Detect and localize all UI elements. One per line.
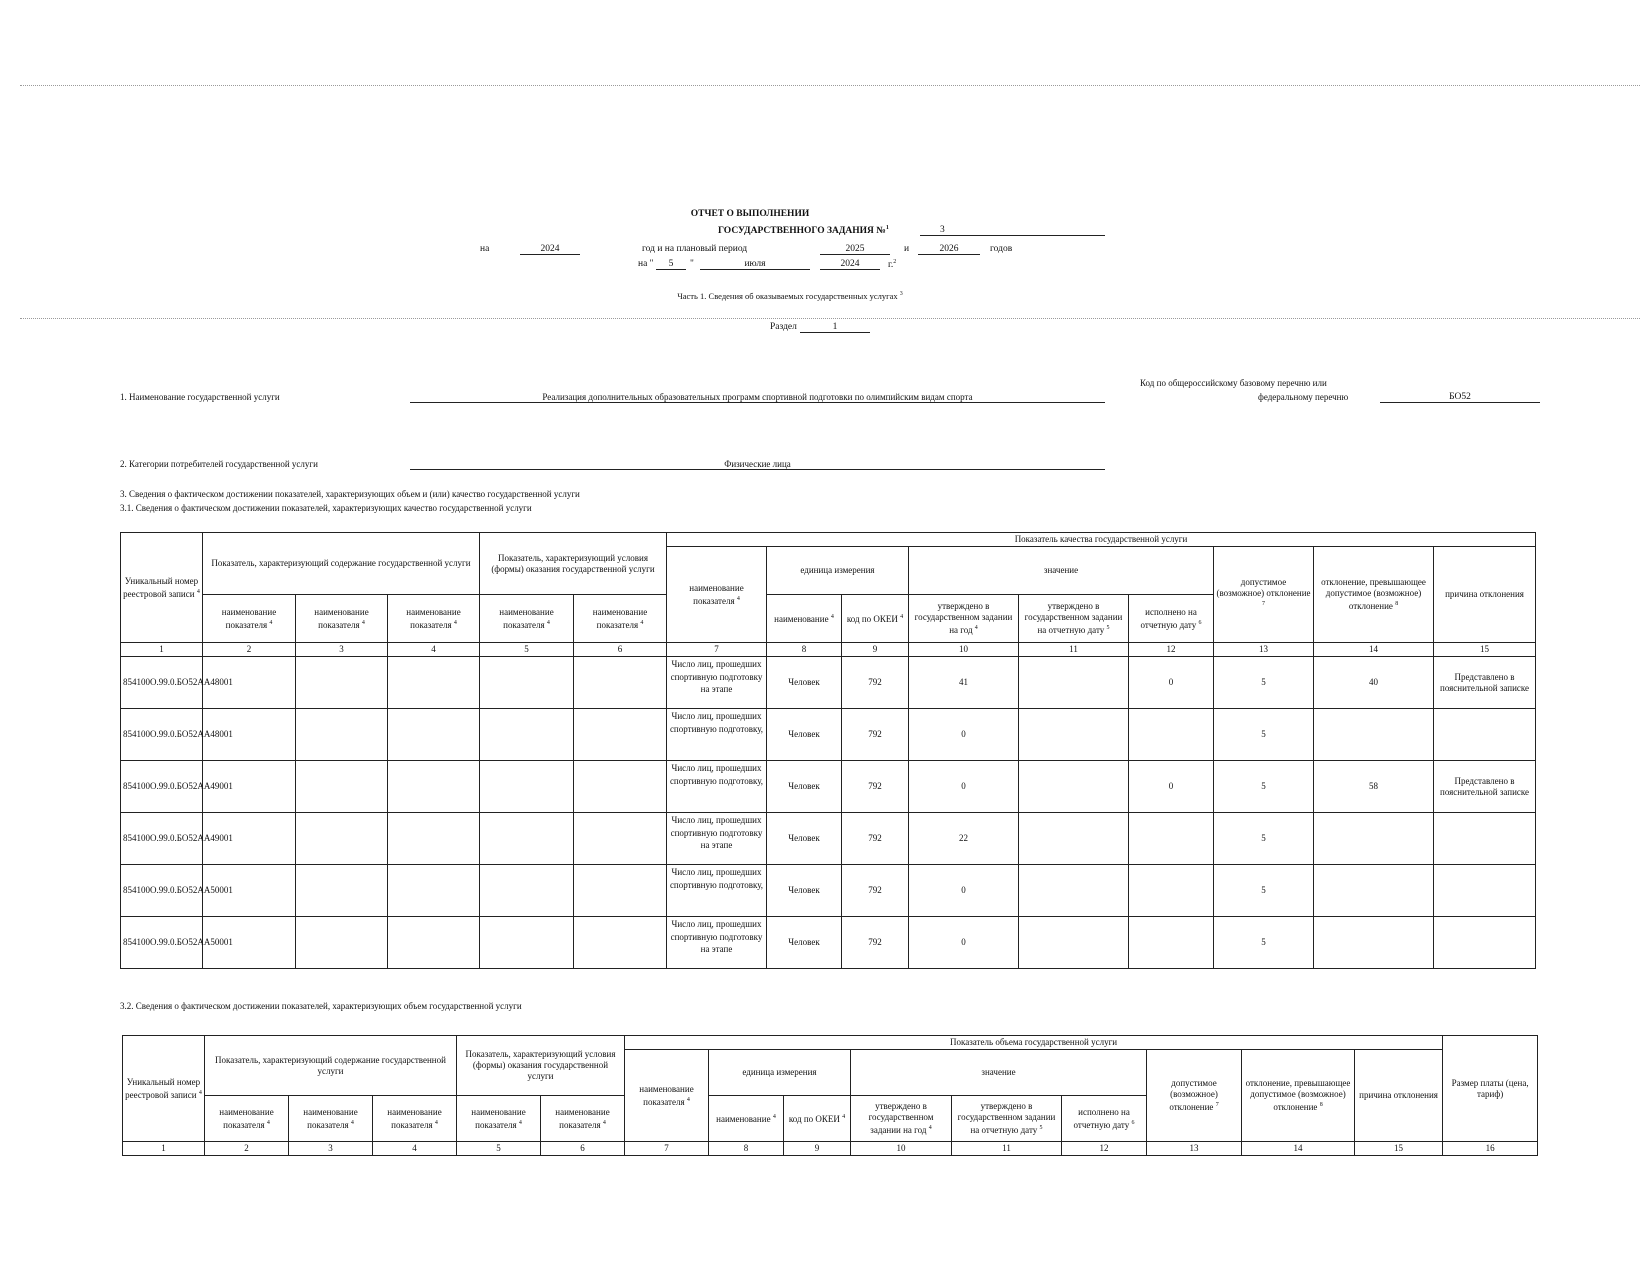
row-c5	[480, 917, 574, 969]
col-num: 6	[574, 643, 667, 657]
col-num: 6	[541, 1142, 625, 1156]
row-unit: Человек	[767, 813, 842, 865]
row-reason	[1434, 709, 1536, 761]
col-num: 8	[767, 643, 842, 657]
section-3-1-title: 3.1. Сведения о фактическом достижении показателей, характеризующих качество государственной услуги	[120, 503, 532, 513]
t2-th-unit: единица измерения	[709, 1050, 851, 1096]
code-value: БО52	[1380, 392, 1540, 403]
th-conditions-indicator: Показатель, характеризующий условия (формы) оказания государственной услуги	[480, 533, 667, 595]
row-approved-year: 0	[909, 917, 1019, 969]
col-num: 4	[388, 643, 480, 657]
table-row	[121, 709, 1536, 761]
col-num: 12	[1062, 1142, 1147, 1156]
row-allowed: 5	[1214, 813, 1314, 865]
row-approved-year: 0	[909, 709, 1019, 761]
row-c4	[388, 761, 480, 813]
row-c5	[480, 657, 574, 709]
row-c5	[480, 761, 574, 813]
th-unit: единица измерения	[767, 547, 909, 595]
th-executed: исполнено на отчетную дату $^6$	[1129, 595, 1214, 643]
plan-year-1: 2025	[820, 244, 890, 255]
row-c3	[296, 917, 388, 969]
plan-year-2: 2026	[918, 244, 980, 255]
row-executed	[1129, 917, 1214, 969]
row-c4	[388, 813, 480, 865]
part-title-text: Часть 1. Сведения об оказываемых государственных услугах	[677, 291, 898, 301]
th-indicator-name: наименование показателя $^4$	[667, 547, 767, 643]
row-c6	[574, 865, 667, 917]
th-c5: наименование показателя $^4$	[480, 595, 574, 643]
date-month: июля	[700, 259, 810, 270]
col-num: 10	[851, 1142, 952, 1156]
row-unit: Человек	[767, 865, 842, 917]
row-executed	[1129, 709, 1214, 761]
scan-divider-top	[20, 85, 1640, 86]
row-c6	[574, 657, 667, 709]
row-allowed: 5	[1214, 917, 1314, 969]
col-num: 7	[667, 643, 767, 657]
column-numbers-row	[121, 643, 1536, 657]
row-c3	[296, 657, 388, 709]
th-content-indicator: Показатель, характеризующий содержание государственной услуги	[203, 533, 480, 595]
code-label-2: федеральному перечню	[1258, 392, 1349, 402]
service-name-value: Реализация дополнительных образовательных программ спортивной подготовки по олимпийским видам спорта	[410, 392, 1105, 403]
row-exceed: 40	[1314, 657, 1434, 709]
t2-th-executed: исполнено на отчетную дату $^6$	[1062, 1096, 1147, 1142]
row-allowed: 5	[1214, 761, 1314, 813]
th-approved-year: утверждено в государственном задании на год $^4$	[909, 595, 1019, 643]
row-exceed	[1314, 709, 1434, 761]
th-allowed-deviation: допустимое (возможное) отклонение $^7$	[1214, 547, 1314, 643]
row-approved-year: 41	[909, 657, 1019, 709]
category-value: Физические лица	[410, 459, 1105, 470]
th-deviation-reason: причина отклонения	[1434, 547, 1536, 643]
row-code: 854100О.99.0.БО52АА49001	[121, 761, 203, 813]
col-num: 2	[205, 1142, 289, 1156]
col-num: 3	[296, 643, 388, 657]
row-exceed	[1314, 865, 1434, 917]
t2-th-deviation-reason: причина отклонения	[1355, 1050, 1443, 1142]
row-reason	[1434, 865, 1536, 917]
row-approved-date	[1019, 865, 1129, 917]
col-num: 5	[480, 643, 574, 657]
row-c4	[388, 865, 480, 917]
section-3-title: 3. Сведения о фактическом достижении показателей, характеризующих объем и (или) качество государственной услуги	[120, 489, 580, 499]
t2-th-unit-name: наименование $^4$	[709, 1096, 784, 1142]
row-reason: Представлено в пояснительной записке	[1434, 761, 1536, 813]
section-number: 1	[800, 322, 870, 333]
row-code: 854100О.99.0.БО52АА50001	[121, 917, 203, 969]
row-c6	[574, 813, 667, 865]
row-approved-year: 0	[909, 865, 1019, 917]
col-num: 3	[289, 1142, 373, 1156]
col-num: 13	[1147, 1142, 1242, 1156]
row-c5	[480, 709, 574, 761]
row-c5	[480, 813, 574, 865]
t2-th-conditions-indicator: Показатель, характеризующий условия (формы) оказания государственной услуги	[457, 1036, 625, 1096]
row-c4	[388, 917, 480, 969]
col-num: 8	[709, 1142, 784, 1156]
service-name-label: 1. Наименование государственной услуги	[120, 392, 280, 402]
th-unique-number: Уникальный номер реестровой записи $^4$	[121, 533, 203, 643]
t2-th-exceeding-deviation: отклонение, превышающее допустимое (возможное) отклонение $^8$	[1242, 1050, 1355, 1142]
row-exceed: 58	[1314, 761, 1434, 813]
row-reason	[1434, 813, 1536, 865]
plan-period-label: год и на плановый период	[642, 244, 748, 254]
t2-th-content-indicator: Показатель, характеризующий содержание государственной услуги	[205, 1036, 457, 1096]
th-c6: наименование показателя $^4$	[574, 595, 667, 643]
th-unit-name: наименование $^4$	[767, 595, 842, 643]
col-num: 13	[1214, 643, 1314, 657]
col-num: 11	[1019, 643, 1129, 657]
row-code: 854100О.99.0.БО52АА50001	[121, 865, 203, 917]
row-code: 854100О.99.0.БО52АА48001	[121, 657, 203, 709]
row-okei: 792	[842, 761, 909, 813]
row-unit: Человек	[767, 917, 842, 969]
quality-table	[120, 532, 1536, 969]
part-title	[560, 291, 1020, 301]
row-approved-date	[1019, 917, 1129, 969]
row-okei: 792	[842, 657, 909, 709]
th-exceeding-deviation: отклонение, превышающее допустимое (возможное) отклонение $^8$	[1314, 547, 1434, 643]
row-okei: 792	[842, 813, 909, 865]
row-indicator: Число лиц, прошедших спортивную подготовку,	[667, 761, 767, 813]
volume-table	[122, 1035, 1538, 1156]
title-text: ГОСУДАРСТВЕННОГО ЗАДАНИЯ №	[718, 226, 886, 237]
row-c6	[574, 761, 667, 813]
t2-th-allowed-deviation: допустимое (возможное) отклонение $^7$	[1147, 1050, 1242, 1142]
row-indicator: Число лиц, прошедших спортивную подготовку на этапе	[667, 657, 767, 709]
row-okei: 792	[842, 709, 909, 761]
table-row	[121, 657, 1536, 709]
t2-th-c5: наименование показателя $^4$	[457, 1096, 541, 1142]
row-indicator: Число лиц, прошедших спортивную подготовку на этапе	[667, 813, 767, 865]
col-num: 16	[1443, 1142, 1538, 1156]
t2-th-okei: код по ОКЕИ $^4$	[784, 1096, 851, 1142]
th-c2: наименование показателя $^4$	[203, 595, 296, 643]
row-indicator: Число лиц, прошедших спортивную подготовку,	[667, 709, 767, 761]
row-approved-date	[1019, 761, 1129, 813]
row-approved-date	[1019, 657, 1129, 709]
t2-column-numbers-row	[123, 1142, 1538, 1156]
th-c3: наименование показателя $^4$	[296, 595, 388, 643]
col-num: 10	[909, 643, 1019, 657]
t2-th-value: значение	[851, 1050, 1147, 1096]
row-c5	[480, 865, 574, 917]
na-label: на	[480, 244, 490, 254]
table-row	[121, 813, 1536, 865]
row-executed	[1129, 813, 1214, 865]
row-exceed	[1314, 917, 1434, 969]
row-allowed: 5	[1214, 657, 1314, 709]
t2-th-c6: наименование показателя $^4$	[541, 1096, 625, 1142]
title-sup: 1	[885, 225, 889, 231]
and-label: и	[904, 244, 910, 254]
t2-th-unique-number: Уникальный номер реестровой записи $^4$	[123, 1036, 205, 1142]
section-3-2-title: 3.2. Сведения о фактическом достижении показателей, характеризующих объем государственной услуги	[120, 1001, 522, 1011]
category-label: 2. Категории потребителей государственной услуги	[120, 459, 318, 469]
row-exceed	[1314, 813, 1434, 865]
t2-th-c3: наименование показателя $^4$	[289, 1096, 373, 1142]
t2-th-approved-year: утверждено в государственном задании на год $^4$	[851, 1096, 952, 1142]
date-suffix	[888, 259, 896, 270]
row-c3	[296, 865, 388, 917]
row-reason	[1434, 917, 1536, 969]
col-num: 1	[123, 1142, 205, 1156]
quality-table-body	[121, 657, 1536, 969]
row-code: 854100О.99.0.БО52АА49001	[121, 813, 203, 865]
col-num: 1	[121, 643, 203, 657]
table-row	[121, 917, 1536, 969]
row-c3	[296, 761, 388, 813]
row-approved-year: 22	[909, 813, 1019, 865]
row-executed: 0	[1129, 657, 1214, 709]
date-prefix: на "	[638, 259, 654, 269]
col-num: 2	[203, 643, 296, 657]
t2-th-volume-indicator: Показатель объема государственной услуги	[625, 1036, 1443, 1050]
col-num: 9	[842, 643, 909, 657]
col-num: 4	[373, 1142, 457, 1156]
row-unit: Человек	[767, 657, 842, 709]
date-year: 2024	[820, 259, 880, 270]
part-sup: 3	[899, 291, 903, 298]
col-num: 12	[1129, 643, 1214, 657]
row-c6	[574, 917, 667, 969]
col-num: 14	[1314, 643, 1434, 657]
th-value: значение	[909, 547, 1214, 595]
row-allowed: 5	[1214, 709, 1314, 761]
date-day: 5	[656, 259, 686, 270]
row-indicator: Число лиц, прошедших спортивную подготовку на этапе	[667, 917, 767, 969]
report-title-line2	[718, 225, 889, 236]
col-num: 9	[784, 1142, 851, 1156]
t2-th-indicator-name: наименование показателя $^4$	[625, 1050, 709, 1142]
report-title-line1: ОТЧЕТ О ВЫПОЛНЕНИИ	[690, 209, 810, 219]
row-c3	[296, 709, 388, 761]
section-label: Раздел	[770, 322, 797, 332]
table-row	[121, 761, 1536, 813]
row-okei: 792	[842, 917, 909, 969]
row-indicator: Число лиц, прошедших спортивную подготовку,	[667, 865, 767, 917]
row-c4	[388, 709, 480, 761]
col-num: 15	[1355, 1142, 1443, 1156]
col-num: 5	[457, 1142, 541, 1156]
row-unit: Человек	[767, 709, 842, 761]
col-num: 7	[625, 1142, 709, 1156]
th-okei: код по ОКЕИ $^4$	[842, 595, 909, 643]
th-quality-indicator: Показатель качества государственной услуги	[667, 533, 1536, 547]
row-approved-year: 0	[909, 761, 1019, 813]
row-okei: 792	[842, 865, 909, 917]
scan-divider-mid	[20, 318, 1640, 319]
th-c4: наименование показателя $^4$	[388, 595, 480, 643]
t2-th-fee: Размер платы (цена, тариф)	[1443, 1036, 1538, 1142]
date-suffix-text: г.	[888, 260, 894, 271]
row-reason: Представлено в пояснительной записке	[1434, 657, 1536, 709]
col-num: 14	[1242, 1142, 1355, 1156]
t2-th-c2: наименование показателя $^4$	[205, 1096, 289, 1142]
t2-th-c4: наименование показателя $^4$	[373, 1096, 457, 1142]
row-executed	[1129, 865, 1214, 917]
row-unit: Человек	[767, 761, 842, 813]
row-code: 854100О.99.0.БО52АА48001	[121, 709, 203, 761]
date-sup: 2	[893, 259, 897, 265]
row-c4	[388, 657, 480, 709]
report-year: 2024	[520, 244, 580, 255]
th-approved-date: утверждено в государственном задании на отчетную дату $^5$	[1019, 595, 1129, 643]
code-label-1: Код по общероссийскому базовому перечню или	[1140, 378, 1327, 388]
t2-th-approved-date: утверждено в государственном задании на отчетную дату $^5$	[952, 1096, 1062, 1142]
table-row	[121, 865, 1536, 917]
date-quote: "	[690, 259, 694, 269]
years-label: годов	[990, 244, 1013, 254]
row-approved-date	[1019, 813, 1129, 865]
row-approved-date	[1019, 709, 1129, 761]
row-executed: 0	[1129, 761, 1214, 813]
col-num: 15	[1434, 643, 1536, 657]
row-c6	[574, 709, 667, 761]
col-num: 11	[952, 1142, 1062, 1156]
report-number: 3	[920, 225, 1105, 236]
row-c3	[296, 813, 388, 865]
row-allowed: 5	[1214, 865, 1314, 917]
